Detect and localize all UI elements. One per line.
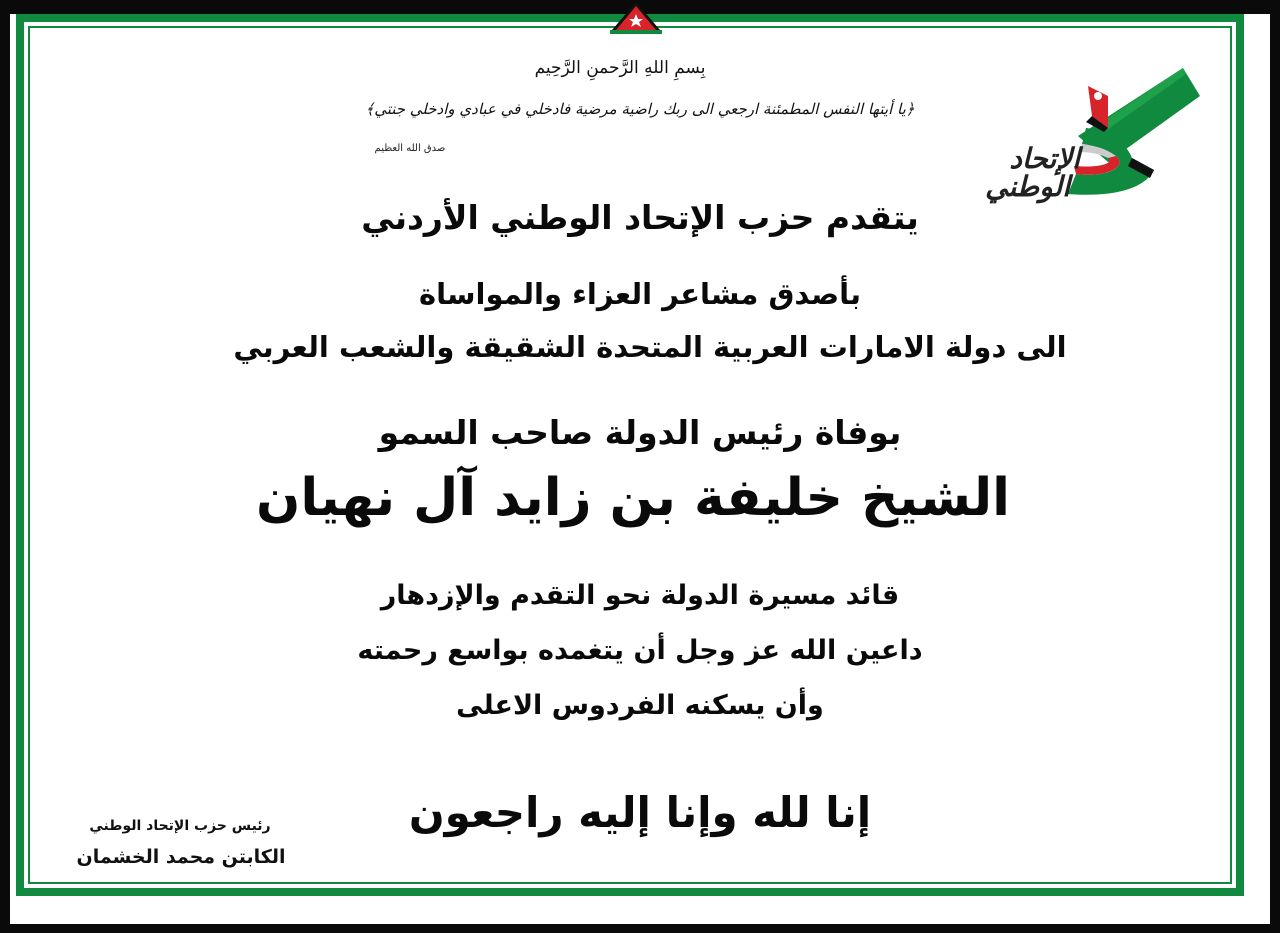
prayer-line-2: داعين الله عز وجل أن يتغمده بواسع رحمته [357,635,923,666]
prayer-line-1: قائد مسيرة الدولة نحو التقدم والإزدهار [380,580,900,611]
prayer-line-3: وأن يسكنه الفردوس الاعلى [456,690,824,721]
condolence-line-3: بوفاة رئيس الدولة صاحب السمو [378,413,902,452]
quran-verse: ﴿يا أيتها النفس المطمئنة ارجعي الى ربك راضية مرضية فادخلي في عبادي وادخلي جنتي﴾ [365,100,915,118]
verse-closing: صدق الله العظيم [374,143,446,154]
signature-name: الكابتن محمد الخشمان [76,846,286,868]
logo-text-line1: الإتحاد [1009,142,1080,175]
logo-text-line2: الوطني [985,170,1070,203]
deceased-name: الشيخ خليفة بن زايد آل نهيان [256,468,1010,528]
condolence-line-2: الى دولة الامارات العربية المتحدة الشقيقة والشعب العربي [233,330,1067,364]
jordan-flag-ornament-icon [606,0,666,34]
announcement-heading: يتقدم حزب الإتحاد الوطني الأردني [361,198,919,237]
signature-title: رئيس حزب الإتحاد الوطني [89,818,271,834]
basmala: بِسمِ اللهِ الرَّحمنِ الرَّحِيم [534,58,706,78]
closing-phrase: إنا لله وإنا إليه راجعون [408,788,872,837]
condolence-line-1: بأصدق مشاعر العزاء والمواساة [419,277,861,311]
